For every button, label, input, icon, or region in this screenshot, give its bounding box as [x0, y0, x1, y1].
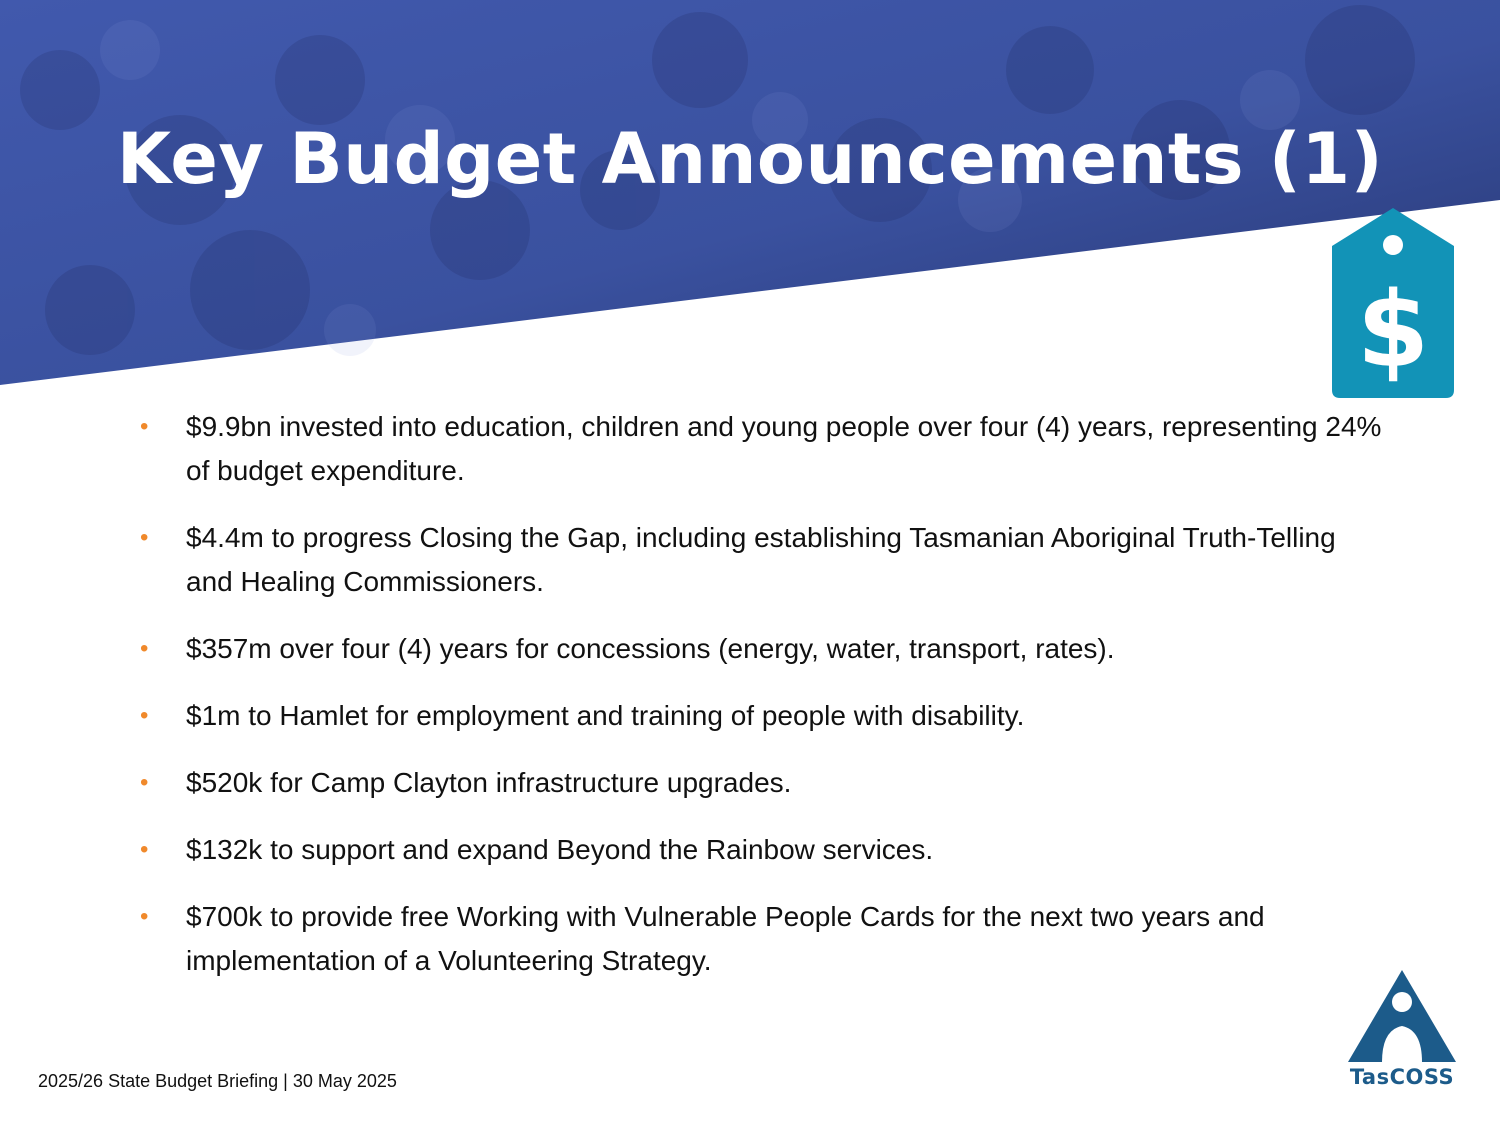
header-banner	[0, 0, 1500, 400]
bullet-marker: •	[140, 413, 149, 440]
list-item	[140, 627, 1390, 671]
announcement-list	[140, 405, 1390, 1006]
list-item	[140, 516, 1390, 604]
bullet-text: $520k for Camp Clayton infrastructure upgrades.	[186, 767, 792, 798]
logo-wordmark: TasCOSS	[1349, 1065, 1455, 1089]
list-item	[140, 405, 1390, 493]
list-item	[140, 828, 1390, 872]
bullet-marker: •	[140, 903, 149, 930]
bullet-marker: •	[140, 635, 149, 662]
bullet-text: $4.4m to progress Closing the Gap, including establishing Tasmanian Aboriginal Truth-Telling and Healing Commissioners.	[186, 522, 1336, 597]
slide-title: Key Budget Announcements (1)	[116, 118, 1384, 200]
list-item	[140, 761, 1390, 805]
bullet-marker: •	[140, 524, 149, 551]
list-item	[140, 895, 1390, 983]
tascoss-logo-icon	[1346, 968, 1458, 1066]
bullet-text: $357m over four (4) years for concessions (energy, water, transport, rates).	[186, 633, 1115, 664]
bullet-marker: •	[140, 836, 149, 863]
bullet-marker: •	[140, 702, 149, 729]
list-item	[140, 694, 1390, 738]
svg-text:$: $	[1356, 269, 1430, 391]
bullet-text: $132k to support and expand Beyond the Rainbow services.	[186, 834, 934, 865]
bullet-text: $1m to Hamlet for employment and training of people with disability.	[186, 700, 1025, 731]
bullet-text: $700k to provide free Working with Vulnerable People Cards for the next two years and implementation of a Volunteering Strategy.	[186, 901, 1265, 976]
price-tag-dollar-icon	[1330, 208, 1456, 398]
bullet-marker: •	[140, 769, 149, 796]
footer-text: 2025/26 State Budget Briefing | 30 May 2025	[38, 1071, 397, 1091]
bullet-text: $9.9bn invested into education, children and young people over four (4) years, representing 24% of budget expenditure.	[186, 411, 1382, 486]
tascoss-logo	[1342, 968, 1462, 1096]
